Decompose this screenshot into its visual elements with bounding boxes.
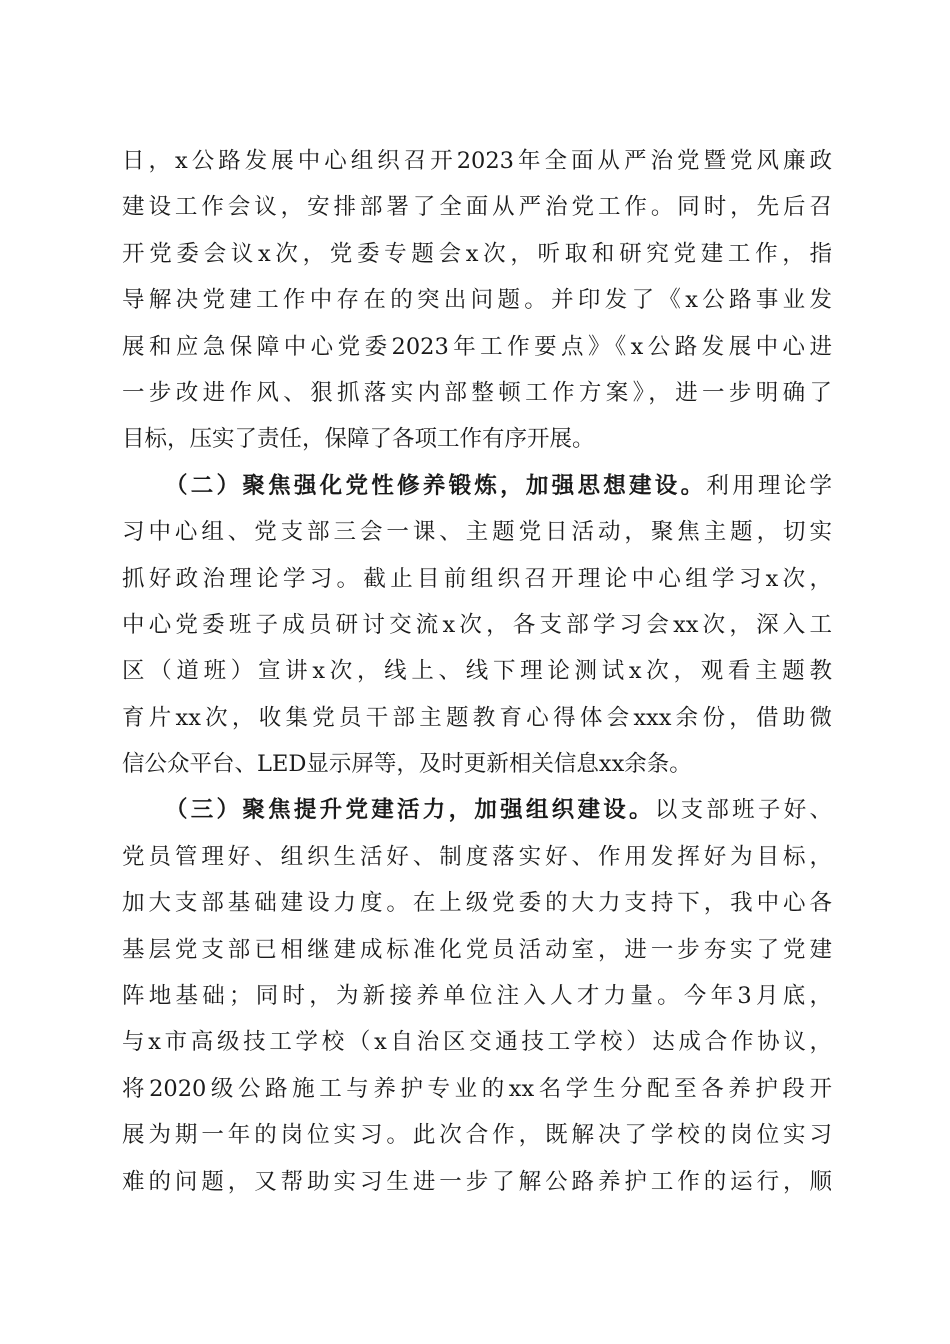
paragraph-3 xyxy=(122,787,832,1205)
text-line: 抓好政治理论学习。截止目前组织召开理论中心组学习x次， xyxy=(122,565,832,592)
body-text xyxy=(122,138,832,1205)
text-line: 展为期一年的岗位实习。此次合作，既解决了学校的岗位实习 xyxy=(122,1122,832,1149)
text-line: 中心党委班子成员研讨交流x次，各支部学习会xx次，深入工 xyxy=(122,611,832,638)
text-line: 难的问题，又帮助实习生进一步了解公路养护工作的运行，顺 xyxy=(122,1168,832,1195)
text-line: 与x市高级技工学校（x自治区交通技工学校）达成合作协议， xyxy=(122,1029,832,1056)
text-line: 目标，压实了责任，保障了各项工作有序开展。 xyxy=(122,426,595,453)
text-line xyxy=(122,787,832,833)
text-line: 区（道班）宣讲x次，线上、线下理论测试x次，观看主题教 xyxy=(122,658,832,685)
text-line: 阵地基础；同时，为新接养单位注入人才力量。今年3月底， xyxy=(122,983,832,1010)
heading-line-text: 利用理论学 xyxy=(706,472,832,499)
text-line xyxy=(122,463,832,509)
heading-line-text: 以支部班子好、 xyxy=(654,797,832,824)
text-line: 育片xx次，收集党员干部主题教育心得体会xxx余份，借助微 xyxy=(122,704,832,731)
text-line: 将2020级公路施工与养护专业的xx名学生分配至各养护段开 xyxy=(122,1075,832,1102)
text-line: 加大支部基础建设力度。在上级党委的大力支持下，我中心各 xyxy=(122,890,832,917)
text-line: 党员管理好、组织生活好、制度落实好、作用发挥好为目标， xyxy=(122,843,832,870)
text-line: 信公众平台、LED显示屏等，及时更新相关信息xx余条。 xyxy=(122,751,692,778)
text-line: 导解决党建工作中存在的突出问题。并印发了《x公路事业发 xyxy=(122,287,832,314)
paragraph-1 xyxy=(122,138,832,463)
text-line: 开党委会议x次，党委专题会x次，听取和研究党建工作，指 xyxy=(122,240,832,267)
text-line: 建设工作会议，安排部署了全面从严治党工作。同时，先后召 xyxy=(122,194,832,221)
text-line: 习中心组、党支部三会一课、主题党日活动，聚焦主题，切实 xyxy=(122,519,832,546)
text-line: 展和应急保障中心党委2023年工作要点》《x公路发展中心进 xyxy=(122,333,832,360)
section-heading: （二）聚焦强化党性修养锻炼，加强思想建设。 xyxy=(165,472,707,499)
paragraph-2 xyxy=(122,463,832,788)
text-line: 日，x公路发展中心组织召开2023年全面从严治党暨党风廉政 xyxy=(122,148,832,174)
text-line: 一步改进作风、狠抓落实内部整顿工作方案》，进一步明确了 xyxy=(122,379,832,406)
section-heading: （三）聚焦提升党建活力，加强组织建设。 xyxy=(165,797,655,824)
text-line: 基层党支部已相继建成标准化党员活动室，进一步夯实了党建 xyxy=(122,936,832,963)
